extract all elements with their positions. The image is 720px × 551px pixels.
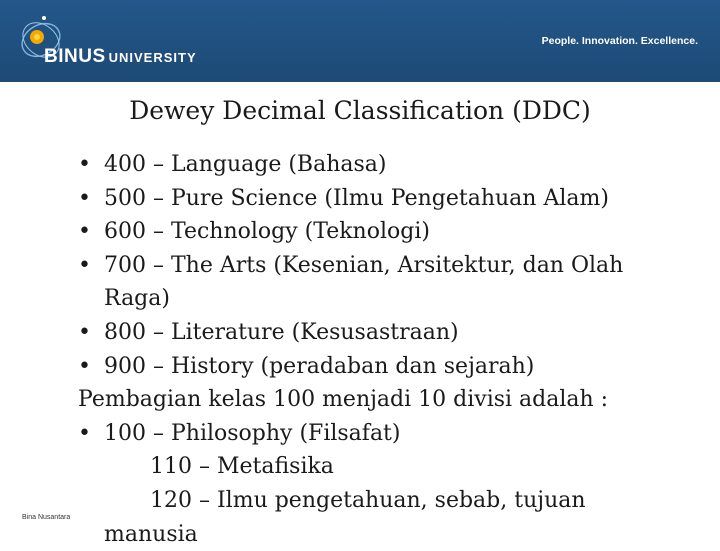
plain-line: Pembagian kelas 100 menjadi 10 divisi adalah : bbox=[78, 387, 609, 413]
list-item-continuation: Raga) bbox=[104, 286, 170, 312]
list-item: 600 – Technology (Teknologi) bbox=[104, 219, 430, 245]
sub-item: 110 – Metafisika bbox=[150, 454, 334, 480]
bullet-6: • bbox=[78, 353, 91, 379]
brand-sub: UNIVERSITY bbox=[108, 50, 197, 65]
footer-text: Bina Nusantara bbox=[22, 514, 71, 521]
bullet-1: • bbox=[78, 152, 91, 177]
list-item: 800 – Literature (Kesusastraan) bbox=[104, 320, 459, 345]
brand-logo-text bbox=[44, 46, 197, 68]
header-bar bbox=[0, 0, 720, 82]
bullet-3: • bbox=[78, 219, 91, 245]
list-item: 500 – Pure Science (Ilmu Pengetahuan Alam) bbox=[104, 185, 609, 211]
bullet-7: • bbox=[78, 420, 91, 446]
list-item: 400 – Language (Bahasa) bbox=[104, 152, 387, 177]
sub-item: 120 – Ilmu pengetahuan, sebab, tujuan bbox=[150, 488, 586, 513]
bullet-4: • bbox=[78, 252, 91, 278]
list-item: 100 – Philosophy (Filsafat) bbox=[104, 420, 401, 446]
header-tagline: People. Innovation. Excellence. bbox=[541, 35, 698, 47]
sub-item-continuation: manusia bbox=[104, 521, 198, 547]
bullet-2: • bbox=[78, 185, 91, 211]
bullet-5: • bbox=[78, 320, 91, 345]
list-item: 700 – The Arts (Kesenian, Arsitektur, dan Olah bbox=[104, 252, 624, 278]
list-item: 900 – History (peradaban dan sejarah) bbox=[104, 353, 535, 379]
slide-title: Dewey Decimal Classification (DDC) bbox=[129, 96, 591, 125]
brand-main: BINUS bbox=[44, 46, 106, 67]
